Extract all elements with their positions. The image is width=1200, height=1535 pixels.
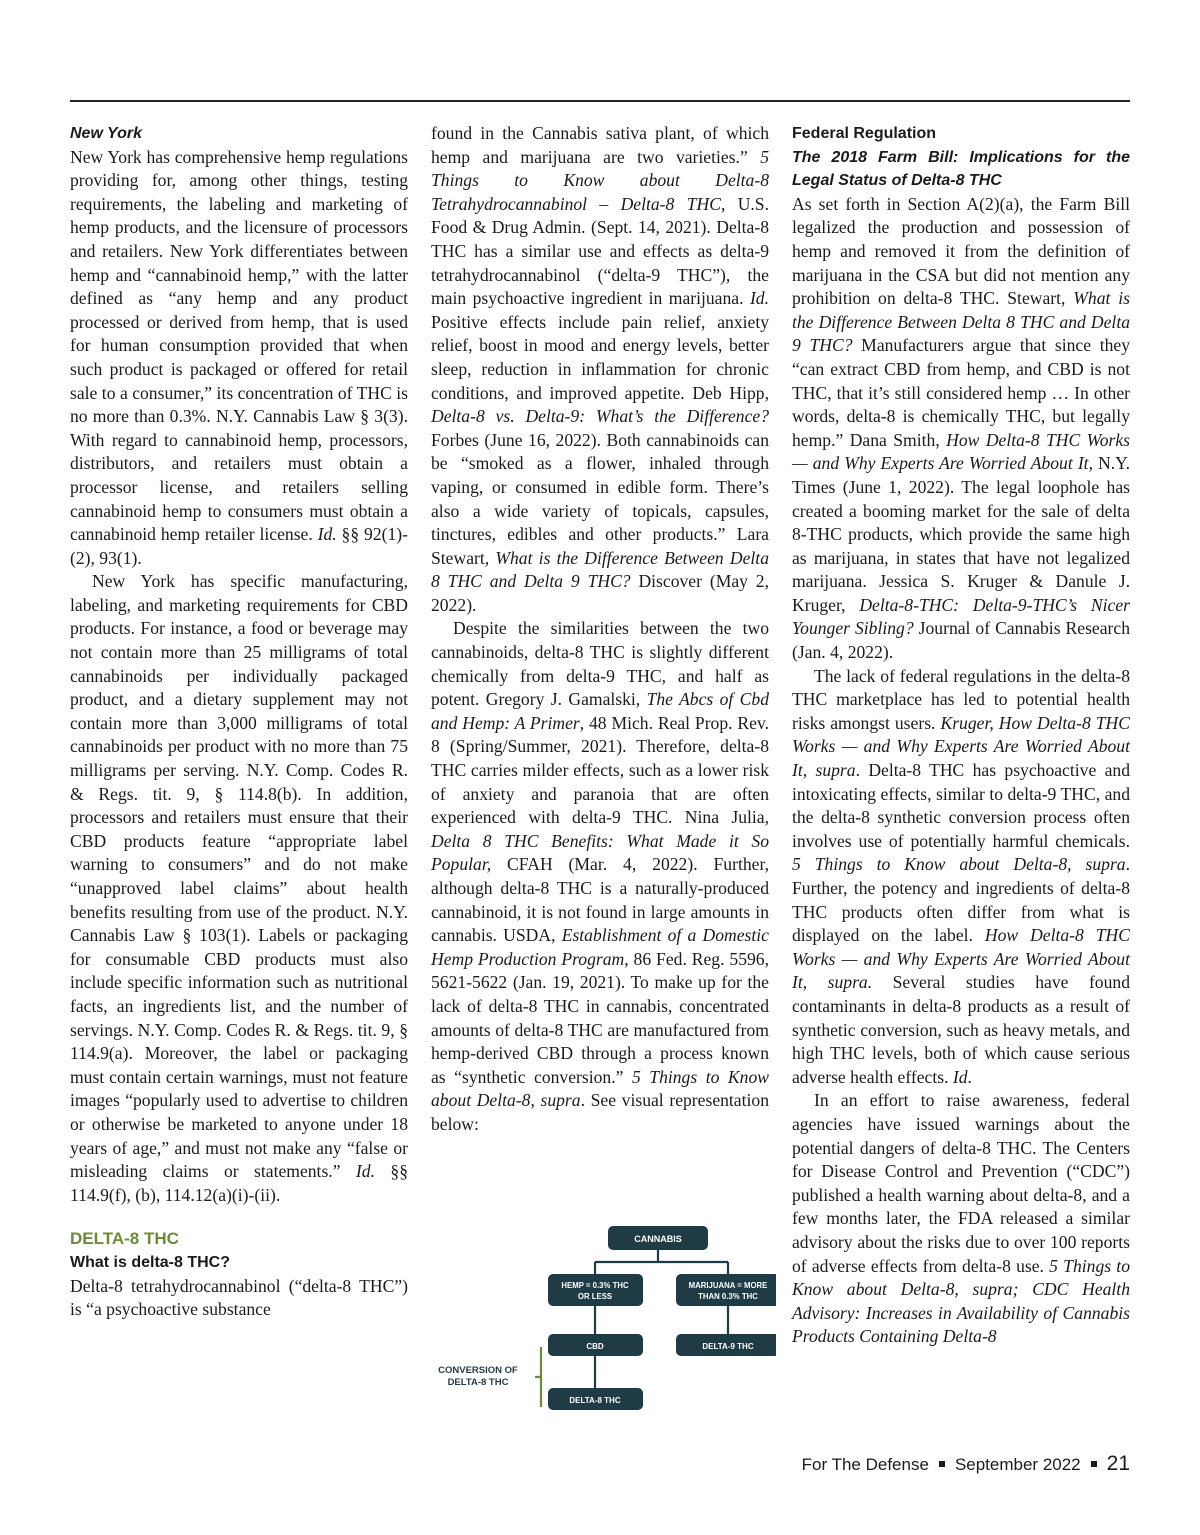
col3-paragraph-1: As set forth in Section A(2)(a), the Farm Bill legalized the production and possession of hemp and removed it from the definition of marijuana in the CSA but did not mention any prohibition on delta-8 THC. Stewart, What is the Difference Between Delta 8 THC and Delta 9 THC? Manufacturers argue that since they “can extract CBD from hemp, and CBD is not THC, that it’s still considered hemp … In other words, delta-8 is chemically THC, but legally hemp.” Dana Smith, How Delta-8 THC Works — and Why Experts Are Worried About It, N.Y. Times (June 1, 2022). The legal loophole has created a booming market for the sale of delta 8-THC products, which provide the same high as marijuana, in states that have not legalized marijuana. Jessica S. Kruger & Danule J. Kruger, Delta-8-THC: Delta-9-THC’s Nicer Younger Sibling? Journal of Cannabis Research (Jan. 4, 2022). <box>792 193 1131 663</box>
new-york-paragraph-1: New York has comprehensive hemp regulations providing for, among other things, testing requirements, the labeling and marketing of hemp products, and the licensure of processors and retailers. New York differentiates between hemp and “cannabinoid hemp,” with the latter defined as “any hemp and any product processed or derived from hemp, that is used for human consumption provided that when such product is packaged or offered for retail sale to a consumer,” its concentration of THC is no more than 0.3%. N.Y. Cannabis Law § 3(3). With regard to cannabinoid hemp, processors, distributors, and retailers must obtain a processor license, and retailers selling cannabinoid hemp to consumers must obtain a cannabinoid hemp retailer license. Id. §§ 92(1)-(2), 93(1). <box>70 146 408 568</box>
col2-paragraph-1: found in the Cannabis sativa plant, of which hemp and marijuana are two varieties.” 5 Things to Know about Delta-8 Tetrahydrocannabinol – Delta-8 THC, U.S. Food & Drug Admin. (Sept. 14, 2021). Delta-8 THC has a similar use and effects as delta-9 tetrahydrocannabinol (“delta-9 THC”), the main psychoactive ingredient in marijuana. Id. Positive effects include pain relief, anxiety relief, boost in mood and energy levels, better sleep, reduction in inflammation for chronic conditions, and improved appetite. Deb Hipp, Delta-8 vs. Delta-9: What’s the Difference? Forbes (June 16, 2022). Both cannabinoids can be “smoked as a flower, inhaled through vaping, or consumed in edible form. There’s also a wide variety of topicals, capsules, tinctures, edibles and other products.” Lara Stewart, What is the Difference Between Delta 8 THC and Delta 9 THC? Discover (May 2, 2022). <box>431 123 769 615</box>
connector-cannabis <box>595 1248 728 1274</box>
cannabis-label: CANNABIS <box>634 1234 682 1244</box>
what-is-delta8-heading: What is delta-8 THC? <box>70 1253 231 1271</box>
page-number: 21 <box>1106 1452 1130 1475</box>
column-1 <box>70 122 408 1322</box>
col3-paragraph-2: The lack of federal regulations in the delta-8 THC marketplace has led to potential health risks amongst users. Kruger, How Delta-8 THC Works — and Why Experts Are Worried About It, supra. Delta-8 THC has psychoactive and intoxicating effects, similar to delta-9 THC, and the delta-8 synthetic conversion process often involves use of potentially harmful chemicals. 5 Things to Know about Delta-8, supra. Further, the potency and ingredients of delta-8 THC products often differ from what is displayed on the label. How Delta-8 THC Works — and Why Experts Are Worried About It, supra. Several studies have found contaminants in delta-8 products as a result of synthetic conversion, such as heavy metals, and high THC levels, both of which cause serious adverse health effects. Id. <box>792 665 1131 1087</box>
hemp-label-line1: HEMP = 0.3% THC <box>561 1281 629 1290</box>
publication-name: For The Defense <box>801 1455 929 1474</box>
page-footer <box>802 1452 1130 1476</box>
delta8-section-title: DELTA-8 THC <box>70 1229 179 1249</box>
column-3 <box>792 122 1130 1349</box>
conversion-label-line1: CONVERSION OF <box>438 1365 518 1376</box>
col2-paragraph-2: Despite the similarities between the two cannabinoids, delta-8 THC is slightly different chemically from delta-9 THC, and half as potent. Gregory J. Gamalski, The Abcs of Cbd and Hemp: A Primer, 48 Mich. Real Prop. Rev. 8 (Spring/Summer, 2021). Therefore, delta-8 THC carries milder effects, such as a lower risk of anxiety and paranoia that are often experienced with delta-9 THC. Nina Julia, Delta 8 THC Benefits: What Made it So Popular, CFAH (Mar. 4, 2022). Further, although delta-8 THC is a naturally-produced cannabinoid, it is not found in large amounts in cannabis. USDA, Establishment of a Domestic Hemp Production Program, 86 Fed. Reg. 5596, 5621-5622 (Jan. 19, 2021). To make up for the lack of delta-8 THC in cannabis, concentrated amounts of delta-8 THC are manufactured from hemp-derived CBD through a process known as “synthetic conversion.” 5 Things to Know about Delta-8, supra. See visual representation below: <box>431 618 769 1134</box>
marijuana-box <box>676 1274 776 1306</box>
delta8-label: DELTA-8 THC <box>569 1396 621 1405</box>
farm-bill-heading: The 2018 Farm Bill: Implications for the Legal Status of Delta-8 THC <box>792 148 1130 190</box>
separator-square-icon <box>939 1461 945 1467</box>
column-2 <box>431 122 769 1137</box>
conversion-label-line2: DELTA-8 THC <box>447 1377 509 1388</box>
top-rule <box>70 100 1130 102</box>
hemp-box <box>548 1274 643 1306</box>
conversion-bracket <box>535 1347 541 1407</box>
separator-square-icon <box>1091 1461 1097 1467</box>
cannabis-conversion-diagram <box>431 1222 776 1422</box>
marijuana-label-line1: MARIJUANA = MORE <box>688 1281 768 1290</box>
delta8-intro-paragraph: Delta-8 tetrahydrocannabinol (“delta-8 THC”) is “a psychoactive substance <box>70 1275 408 1320</box>
col3-paragraph-3: In an effort to raise awareness, federal agencies have issued warnings about the potential dangers of delta-8 THC. The Centers for Disease Control and Prevention (“CDC”) published a health warning about delta-8, and a few months later, the FDA released a similar advisory about the risks due to over 100 reports of adverse effects from delta-8 use. 5 Things to Know about Delta-8, supra; CDC Health Advisory: Increases in Availability of Cannabis Products Containing Delta-8 <box>792 1090 1130 1347</box>
cbd-label: CBD <box>586 1342 604 1351</box>
issue-date: September 2022 <box>954 1455 1081 1474</box>
new-york-heading: New York <box>70 125 143 142</box>
new-york-paragraph-2: New York has specific manufacturing, labeling, and marketing requirements for CBD products. For instance, a food or beverage may not contain more than 25 milligrams of total cannabinoids per individually packaged product, and a dietary supplement may not contain more than 3,000 milligrams of total cannabinoids per product with no more than 75 milligrams per serving. N.Y. Comp. Codes R. & Regs. tit. 9, § 114.8(b). In addition, processors and retailers must ensure that their CBD products feature “appropriate label warning to consumers” and do not make “unapproved label claims” about health benefits resulting from use of the product. N.Y. Cannabis Law § 103(1). Labels or packaging for consumable CBD products must also include specific information such as nutritional facts, an ingredients list, and the number of servings. N.Y. Comp. Codes R. & Regs. tit. 9, § 114.9(a). Moreover, the label or packaging must contain certain warnings, must not feature images “popularly used to advertise to children or otherwise be marketed to anyone under 18 years of age,” and must not make any “false or misleading claims or statements.” Id. §§ 114.9(f), (b), 114.12(a)(i)-(ii). <box>70 571 408 1205</box>
federal-regulation-heading: Federal Regulation <box>792 125 937 142</box>
marijuana-label-line2: THAN 0.3% THC <box>698 1292 758 1301</box>
hemp-label-line2: OR LESS <box>577 1292 613 1301</box>
delta9-label: DELTA-9 THC <box>702 1342 754 1351</box>
